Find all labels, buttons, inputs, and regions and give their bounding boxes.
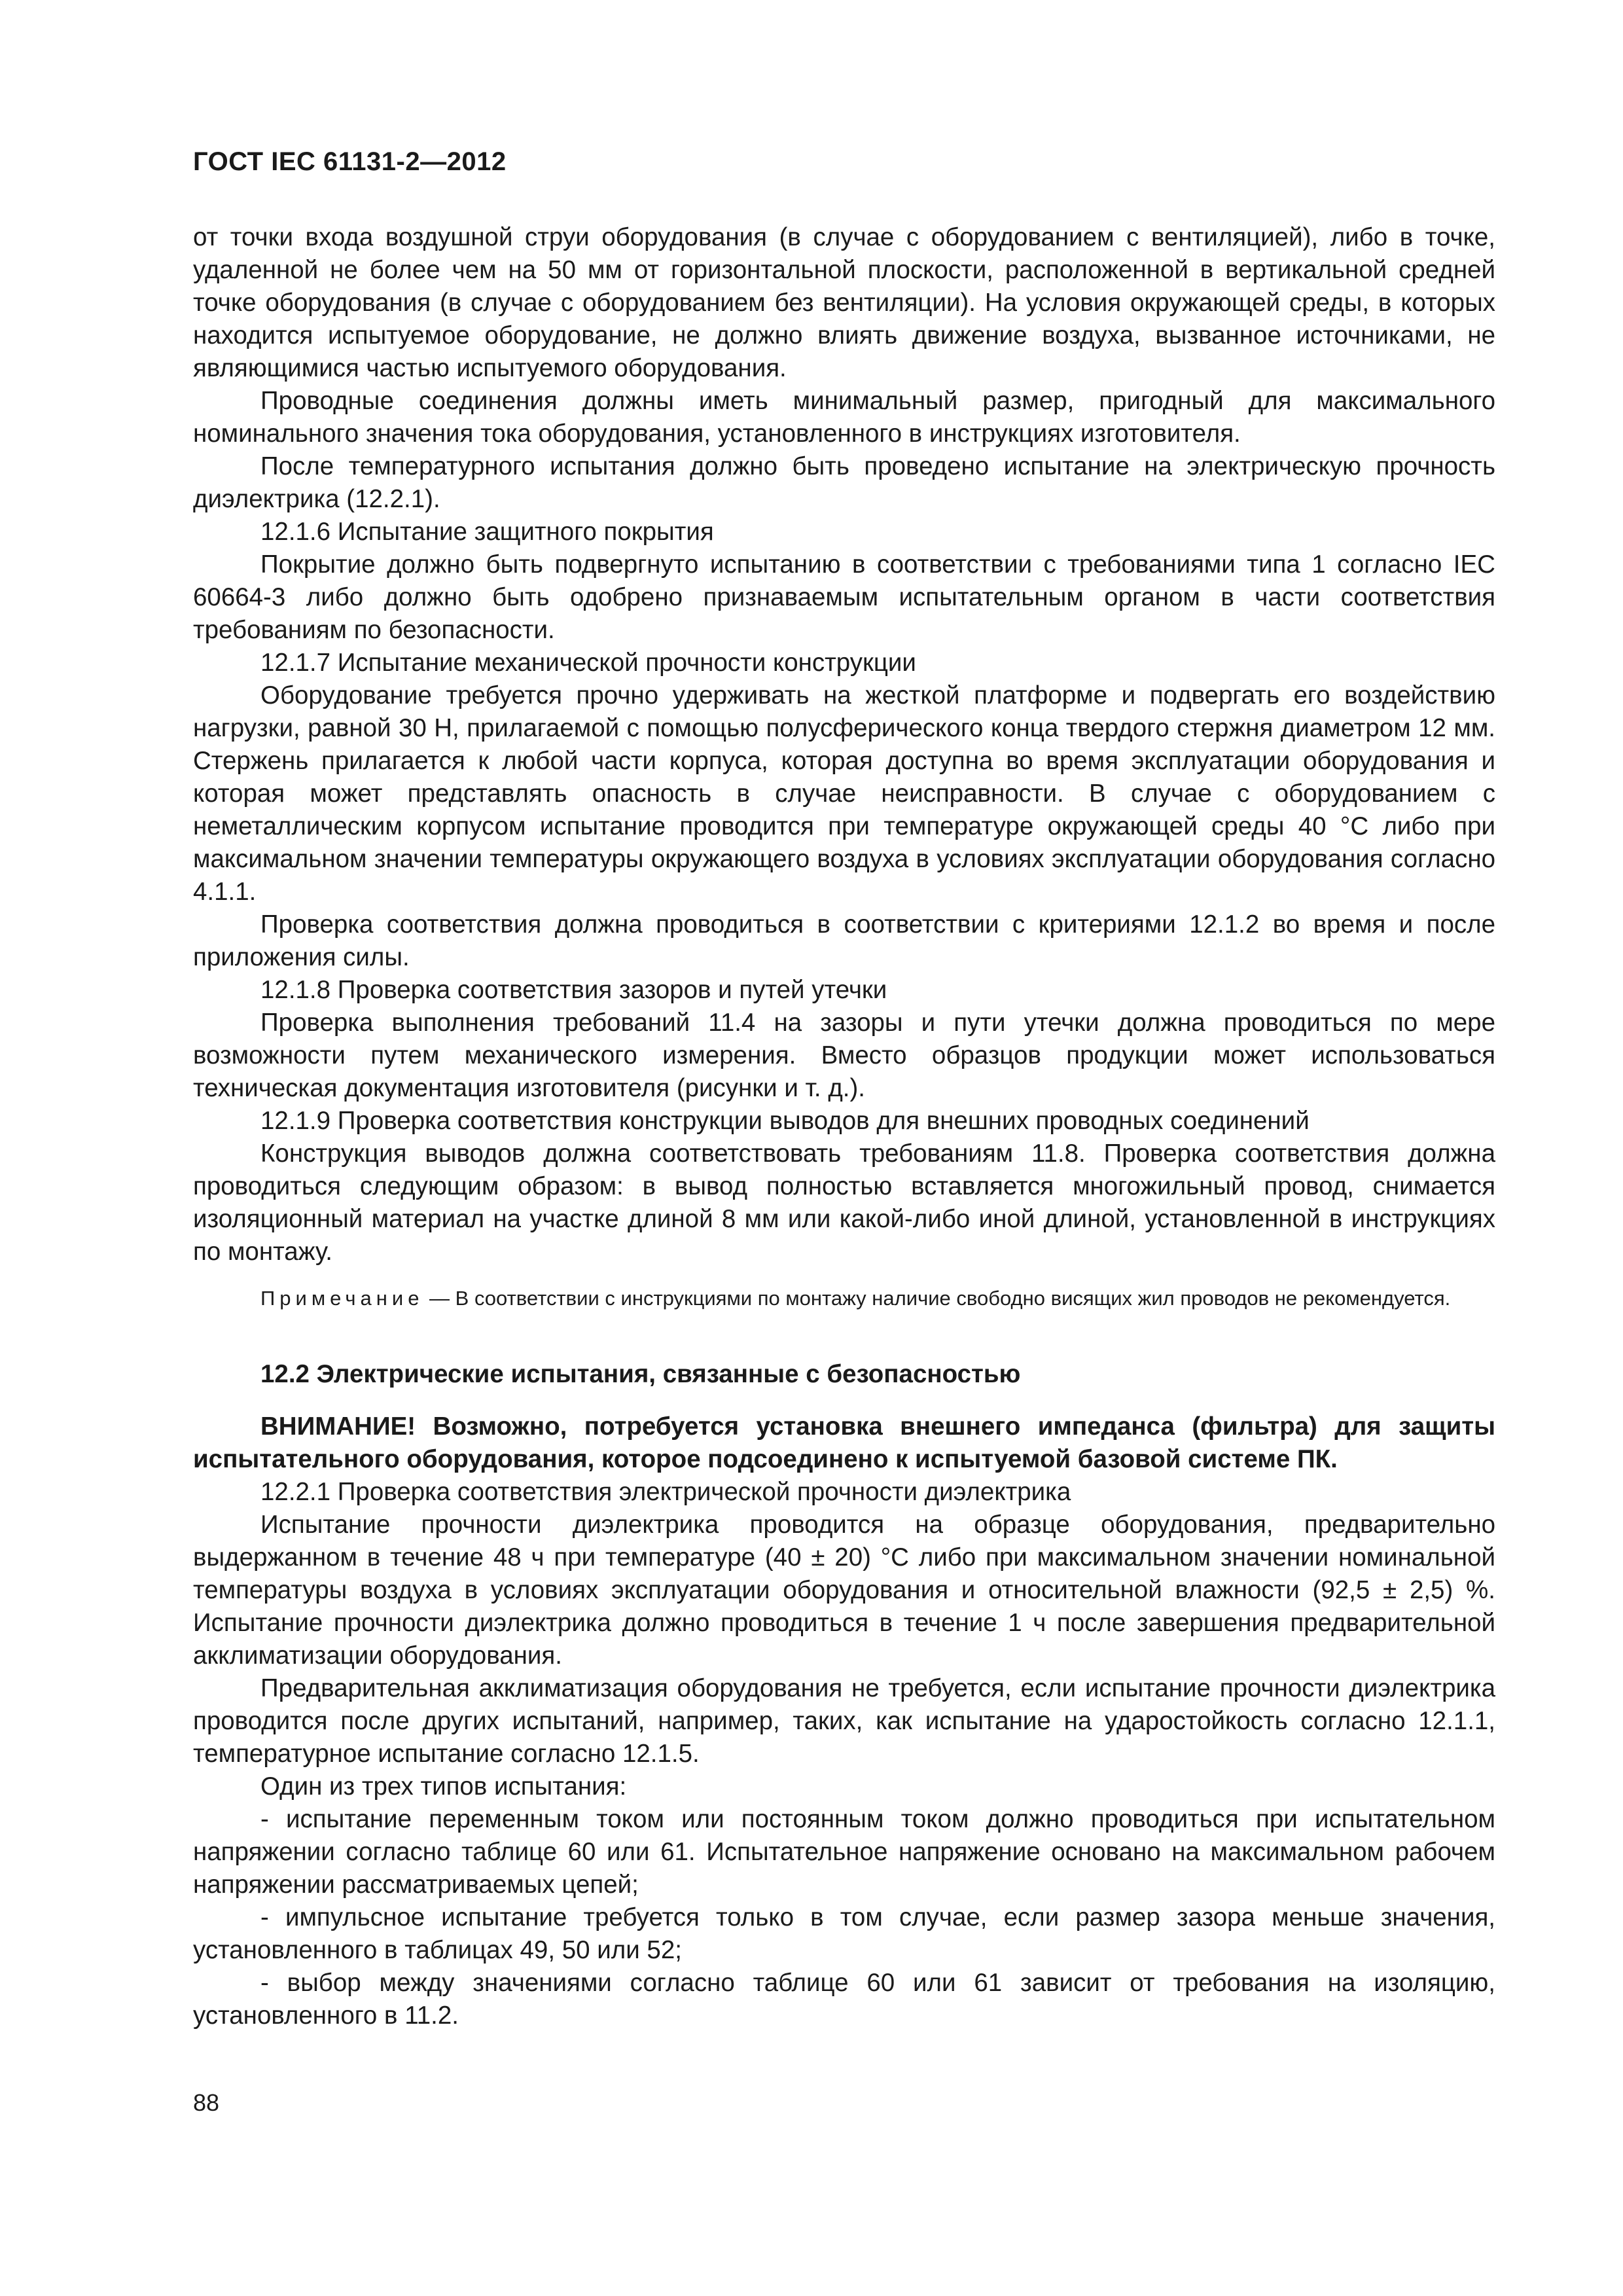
document-body bbox=[193, 221, 1495, 2032]
note-text: — В соответствии с инструкциями по монтажу наличие свободно висящих жил проводов не рекомендуется. bbox=[423, 1287, 1451, 1310]
note bbox=[193, 1284, 1495, 1312]
paragraph: Испытание прочности диэлектрика проводится на образце оборудования, предварительно выдержанном в течение 48 ч при температуре (40 ± 20) °С либо при максимальном значении номинальной температуры воздуха в условиях эксплуатации оборудования и относительной влажности (92,5 ± 2,5) %. Испытание прочности диэлектрика должно проводиться в течение 1 ч после завершения предварительной акклиматизации оборудования. bbox=[193, 1511, 1495, 1670]
paragraph: Проверка соответствия должна проводиться в соответствии с критериями 12.1.2 во время и после приложения силы. bbox=[193, 910, 1495, 971]
list-item: - выбор между значениями согласно таблице 60 или 61 зависит от требования на изоляцию, установленного в 11.2. bbox=[193, 1969, 1495, 2030]
subsection-title: 12.1.8 Проверка соответствия зазоров и путей утечки bbox=[260, 976, 887, 1004]
paragraph: Оборудование требуется прочно удерживать на жесткой платформе и подвергать его воздействию нагрузки, равной 30 Н, прилагаемой с помощью полусферического конца твердого стержня диаметром 12 мм. Стержень прилагается к любой части корпуса, которая доступна во время эксплуатации оборудования и которая может представлять опасность в случае неисправности. В случае с оборудованием с неметаллическим корпусом испытание проводится при температуре окружающей среды 40 °С либо при максимальном значении температуры окружающего воздуха в условиях эксплуатации оборудования согласно 4.1.1. bbox=[193, 681, 1495, 906]
paragraph: Проверка выполнения требований 11.4 на зазоры и пути утечки должна проводиться по мере возможности путем механического измерения. Вместо образцов продукции может использоваться техническая документация изготовителя (рисунки и т. д.). bbox=[193, 1009, 1495, 1102]
paragraph: Конструкция выводов должна соответствовать требованиям 11.8. Проверка соответствия должна проводиться следующим образом: в вывод полностью вставляется многожильный провод, снимается изоляционный материал на участке длиной 8 мм или какой-либо иной длиной, установленной в инструкциях по монтажу. bbox=[193, 1139, 1495, 1266]
warning-text: ВНИМАНИЕ! Возможно, потребуется установка внешнего импеданса (фильтра) для защиты испытательного оборудования, которое подсоединено к испытуемой базовой системе ПК. bbox=[193, 1412, 1495, 1473]
paragraph: Один из трех типов испытания: bbox=[260, 1772, 627, 1801]
paragraph: Покрытие должно быть подвергнуто испытанию в соответствии с требованиями типа 1 согласно IEC 60664-3 либо должно быть одобрено признаваемым испытательным органом в части соответствия требованиям по безопасности. bbox=[193, 550, 1495, 644]
paragraph: от точки входа воздушной струи оборудования (в случае с оборудованием с вентиляцией), либо в точке, удаленной не более чем на 50 мм от горизонтальной плоскости, расположенной в вертикальной средней точке оборудования (в случае с оборудованием без вентиляции). На условия окружающей среды, в которых находится испытуемое оборудование, не должно влиять движение воздуха, вызванное источниками, не являющимися частью испытуемого оборудования. bbox=[193, 223, 1495, 382]
list-item: - испытание переменным током или постоянным током должно проводиться при испытательном напряжении согласно таблице 60 или 61. Испытательное напряжение основано на максимальном рабочем напряжении рассматриваемых цепей; bbox=[193, 1805, 1495, 1899]
paragraph: Предварительная акклиматизация оборудования не требуется, если испытание прочности диэлектрика проводится после других испытаний, например, таких, как испытание на ударостойкость согласно 12.1.1, температурное испытание согласно 12.1.5. bbox=[193, 1674, 1495, 1768]
subsection-title: 12.1.7 Испытание механической прочности конструкции bbox=[260, 649, 916, 677]
paragraph: Проводные соединения должны иметь минимальный размер, пригодный для максимального номинального значения тока оборудования, установленного в инструкциях изготовителя. bbox=[193, 387, 1495, 448]
subsection-title: 12.2.1 Проверка соответствия электрической прочности диэлектрика bbox=[260, 1478, 1071, 1506]
page-number: 88 bbox=[193, 2089, 220, 2116]
subsection-title: 12.1.6 Испытание защитного покрытия bbox=[260, 518, 714, 546]
list-item: - импульсное испытание требуется только в том случае, если размер зазора меньше значения, установленного в таблицах 49, 50 или 52; bbox=[193, 1903, 1495, 1964]
document-header: ГОСТ IEC 61131-2—2012 bbox=[193, 147, 507, 176]
section-heading: 12.2 Электрические испытания, связанные с безопасностью bbox=[260, 1360, 1021, 1388]
subsection-title: 12.1.9 Проверка соответствия конструкции выводов для внешних проводных соединений bbox=[260, 1107, 1310, 1135]
paragraph: После температурного испытания должно быть проведено испытание на электрическую прочность диэлектрика (12.2.1). bbox=[193, 452, 1495, 513]
note-label: Примечание bbox=[260, 1287, 424, 1310]
